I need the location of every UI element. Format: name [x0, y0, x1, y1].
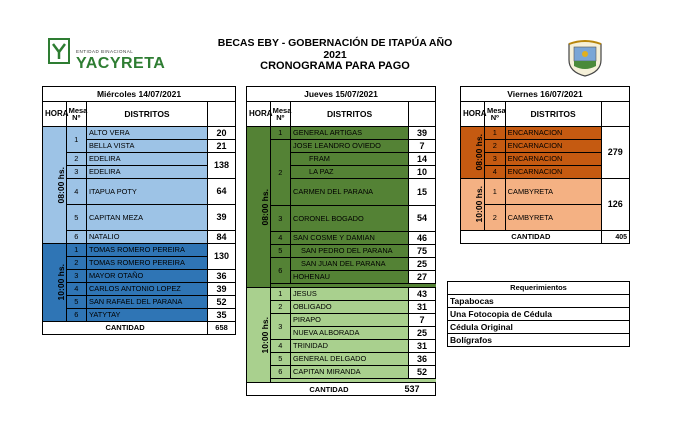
table-jueves — [246, 86, 436, 396]
col-hora: HORA — [461, 102, 485, 127]
count-cell: 39 — [409, 127, 436, 140]
district-cell: ENCARNACION — [505, 166, 601, 179]
district-cell: EDELIRA — [86, 166, 207, 179]
time-slot-label: 08:00 hs. — [55, 166, 66, 204]
document-title: BECAS EBY - GOBERNACIÓN DE ITAPÚA AÑO 2021 — [217, 37, 453, 61]
count-cell: 39 — [208, 283, 236, 296]
district-cell: ENCARNACION — [505, 153, 601, 166]
count-cell: 25 — [409, 327, 436, 340]
count-cell: 21 — [208, 140, 236, 153]
district-cell: PIRAPO — [291, 314, 409, 327]
count-cell: 31 — [409, 340, 436, 353]
count-cell: 84 — [208, 231, 236, 244]
district-cell: CARLOS ANTONIO LOPEZ — [86, 283, 207, 296]
district-cell: CAMBYRETA — [505, 179, 601, 205]
mesa-cell: 2 — [484, 140, 505, 153]
district-cell: CARMEN DEL PARANA — [291, 179, 409, 206]
count-cell: 14 — [409, 153, 436, 166]
count-cell: 20 — [208, 127, 236, 140]
logo-name: YACYRETA — [76, 55, 166, 72]
mesa-cell: 4 — [270, 232, 290, 245]
district-cell: CAPITAN MIRANDA — [291, 366, 409, 379]
col-mesa: Mesa Nº — [270, 102, 290, 127]
district-cell: HOHENAU — [291, 271, 409, 284]
time-slot-label: 10:00 hs. — [55, 264, 66, 301]
count-cell: 52 — [409, 366, 436, 379]
district-cell: FRAM — [291, 153, 409, 166]
col-mesa: Mesa Nº — [484, 102, 505, 127]
requirement-item: Cédula Original — [448, 321, 630, 334]
col-distritos: DISTRITOS — [291, 102, 409, 127]
yacyreta-logo — [48, 38, 168, 82]
count-cell: 126 — [601, 179, 629, 231]
count-cell: 7 — [409, 314, 436, 327]
count-cell: 52 — [208, 296, 236, 309]
district-cell: MAYOR OTAÑO — [86, 270, 207, 283]
mesa-cell: 5 — [66, 205, 86, 231]
mesa-cell: 5 — [66, 296, 86, 309]
time-slot-label: 08:00 hs. — [473, 134, 484, 171]
count-cell: 36 — [409, 353, 436, 366]
table-miercoles — [42, 86, 236, 335]
day-header: Miércoles 14/07/2021 — [43, 87, 236, 102]
mesa-cell: 3 — [66, 166, 86, 179]
government-seal-icon — [565, 36, 605, 78]
district-cell: ENCARNACION — [505, 127, 601, 140]
time-slot-label: 10:00 hs. — [259, 316, 270, 354]
day-header: Jueves 15/07/2021 — [247, 87, 436, 102]
mesa-cell: 2 — [66, 153, 86, 166]
mesa-cell: 4 — [66, 283, 86, 296]
mesa-cell: 6 — [270, 258, 290, 284]
col-mesa: Mesa Nº — [66, 102, 86, 127]
district-cell: LA PAZ — [291, 166, 409, 179]
mesa-cell: 5 — [270, 353, 290, 366]
count-cell: 279 — [601, 127, 629, 179]
district-cell: NATALIO — [86, 231, 207, 244]
district-cell: NUEVA ALBORADA — [291, 327, 409, 340]
mesa-cell: 1 — [484, 179, 505, 205]
time-slot — [43, 127, 67, 244]
col-distritos: DISTRITOS — [505, 102, 601, 127]
count-cell: 130 — [208, 244, 236, 270]
day-header: Viernes 16/07/2021 — [461, 87, 630, 102]
mesa-cell: 3 — [66, 270, 86, 283]
count-cell: 36 — [208, 270, 236, 283]
district-cell: CORONEL BOGADO — [291, 206, 409, 232]
mesa-cell: 3 — [484, 153, 505, 166]
count-cell: 64 — [208, 179, 236, 205]
mesa-cell: 2 — [270, 301, 290, 314]
mesa-cell: 1 — [270, 127, 290, 140]
total-label: CANTIDAD — [461, 231, 602, 244]
count-cell: 35 — [208, 309, 236, 322]
col-distritos: DISTRITOS — [86, 102, 207, 127]
time-slot — [461, 127, 485, 179]
count-cell: 15 — [409, 179, 436, 206]
mesa-cell: 1 — [270, 288, 290, 301]
count-cell: 10 — [409, 166, 436, 179]
count-cell: 46 — [409, 232, 436, 245]
mesa-cell: 2 — [484, 205, 505, 231]
district-cell: EDELIRA — [86, 153, 207, 166]
requirement-item: Tapabocas — [448, 295, 630, 308]
mesa-cell: 1 — [66, 127, 86, 153]
time-slot — [461, 179, 485, 231]
mesa-cell: 2 — [66, 257, 86, 270]
count-cell: 7 — [409, 140, 436, 153]
district-cell: YATYTAY — [86, 309, 207, 322]
count-cell: 27 — [409, 271, 436, 284]
district-cell: JOSE LEANDRO OVIEDO — [291, 140, 409, 153]
total-label: CANTIDAD — [309, 384, 349, 394]
district-cell: TRINIDAD — [291, 340, 409, 353]
requirement-item: Bolígrafos — [448, 334, 630, 347]
mesa-cell: 2 — [270, 140, 290, 206]
mesa-cell: 6 — [270, 366, 290, 379]
count-cell: 39 — [208, 205, 236, 231]
district-cell: CAMBYRETA — [505, 205, 601, 231]
district-cell: SAN PEDRO DEL PARANA — [291, 245, 409, 258]
district-cell: OBLIGADO — [291, 301, 409, 314]
mesa-cell: 4 — [66, 179, 86, 205]
requirements-title: Requerimientos — [448, 282, 630, 295]
district-cell: TOMAS ROMERO PEREIRA — [86, 257, 207, 270]
district-cell: CAPITAN MEZA — [86, 205, 207, 231]
count-cell: 54 — [409, 206, 436, 232]
time-slot — [43, 244, 67, 322]
count-cell: 31 — [409, 301, 436, 314]
mesa-cell: 6 — [66, 309, 86, 322]
district-cell: ENCARNACION — [505, 140, 601, 153]
district-cell: GENERAL DELGADO — [291, 353, 409, 366]
document-subtitle: CRONOGRAMA PARA PAGO — [260, 60, 410, 72]
logo-small-text: ENTIDAD BINACIONAL — [76, 49, 134, 54]
count-cell: 138 — [208, 153, 236, 179]
district-cell: ITAPUA POTY — [86, 179, 207, 205]
table-viernes — [460, 86, 630, 244]
district-cell: TOMAS ROMERO PEREIRA — [86, 244, 207, 257]
district-cell: SAN JUAN DEL PARANA — [291, 258, 409, 271]
district-cell: BELLA VISTA — [86, 140, 207, 153]
time-slot — [247, 288, 271, 383]
time-slot — [247, 127, 271, 288]
district-cell: SAN RAFAEL DEL PARANA — [86, 296, 207, 309]
district-cell: GENERAL ARTIGAS — [291, 127, 409, 140]
col-hora: HORA — [247, 102, 271, 127]
mesa-cell: 4 — [484, 166, 505, 179]
total-value: 405 — [601, 231, 629, 244]
district-cell: SAN COSME Y DAMIAN — [291, 232, 409, 245]
total-value: 537 — [404, 383, 420, 394]
col-hora: HORA — [43, 102, 67, 127]
total-label: CANTIDAD — [43, 322, 208, 335]
yacyreta-logo-mark-icon — [48, 38, 70, 64]
count-cell: 75 — [409, 245, 436, 258]
mesa-cell: 1 — [484, 127, 505, 140]
count-cell: 43 — [409, 288, 436, 301]
mesa-cell: 3 — [270, 314, 290, 340]
requirements-table — [447, 281, 630, 347]
mesa-cell: 3 — [270, 206, 290, 232]
mesa-cell: 1 — [66, 244, 86, 257]
mesa-cell: 4 — [270, 340, 290, 353]
time-slot-label: 08:00 hs. — [259, 188, 270, 226]
count-cell: 25 — [409, 258, 436, 271]
time-slot-label: 10:00 hs. — [473, 186, 484, 223]
mesa-cell: 6 — [66, 231, 86, 244]
district-cell: JESUS — [291, 288, 409, 301]
total-value: 658 — [208, 322, 236, 335]
requirement-item: Una Fotocopia de Cédula — [448, 308, 630, 321]
mesa-cell: 5 — [270, 245, 290, 258]
district-cell: ALTO VERA — [86, 127, 207, 140]
